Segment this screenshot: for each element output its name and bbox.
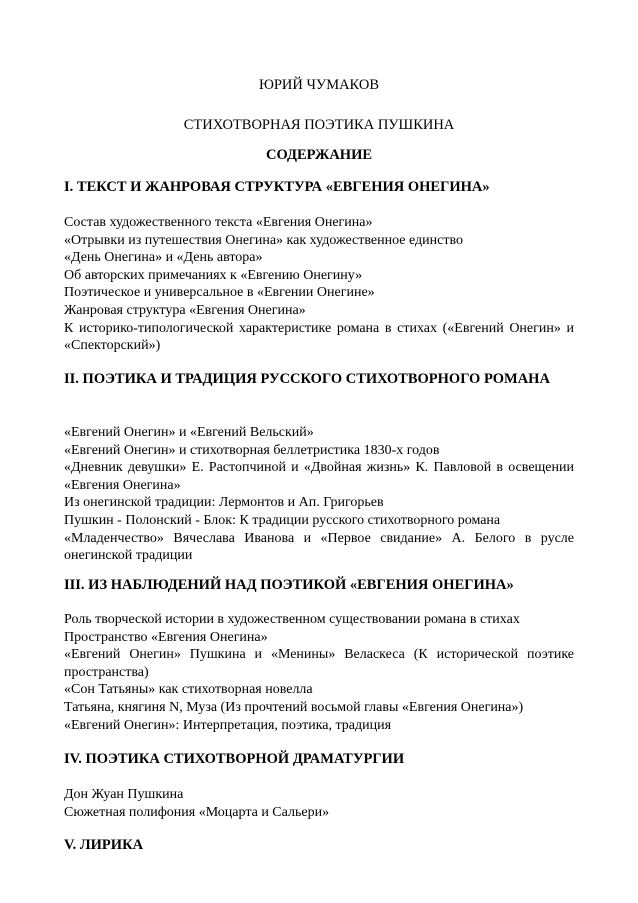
section-list-1 [64, 214, 574, 355]
toc-item: Пушкин - Полонский - Блок: К традиции русского стихотворного романа [64, 512, 501, 528]
toc-item: Сюжетная полифония «Моцарта и Сальери» [64, 804, 330, 820]
toc-item: Об авторских примечаниях к «Евгению Онегину» [64, 267, 363, 283]
section-list-2 [64, 424, 574, 565]
toc-item: Из онегинской традиции: Лермонтов и Ап. Григорьев [64, 495, 384, 511]
section-title-5: V. ЛИРИКА [64, 837, 144, 853]
toc-item: «Евгений Онегин» и «Евгений Вельский» [64, 425, 314, 440]
toc-item: «Евгений Онегин» Пушкина и «Менины» Веласкеса (К исторической поэтике пространства) [64, 647, 574, 680]
section-title-2: II. ПОЭТИКА И ТРАДИЦИЯ РУССКОГО СТИХОТВОРНОГО РОМАНА [64, 371, 550, 387]
book-title: СТИХОТВОРНАЯ ПОЭТИКА ПУШКИНА [183, 117, 455, 133]
toc-item: «День Онегина» и «День автора» [64, 250, 263, 266]
toc-item: К историко-типологической характеристике романа в стихах («Евгений Онегин» и «Спекторский») [64, 320, 574, 354]
section-list-3 [64, 611, 574, 734]
toc-item: Роль творческой истории в художественном существовании романа в стихах [64, 612, 520, 627]
section-list-4 [64, 786, 574, 821]
section-title-1: I. ТЕКСТ И ЖАНРОВАЯ СТРУКТУРА «ЕВГЕНИЯ ОНЕГИНА» [64, 179, 490, 195]
toc-item: Пространство «Евгения Онегина» [64, 629, 268, 645]
toc-item: «Младенчество» Вячеслава Иванова и «Первое свидание» А. Белого в русле онегинской традиции [64, 530, 574, 564]
toc-item: «Дневник девушки» Е. Растопчиной и «Двойная жизнь» К. Павловой в освещении «Евгения Онегина» [64, 460, 574, 493]
toc-item: Татьяна, княгиня N, Муза (Из прочтений восьмой главы «Евгения Онегина») [64, 699, 524, 715]
toc-item: «Евгений Онегин» и стихотворная беллетристика 1830-х годов [64, 442, 440, 458]
toc-item: Дон Жуан Пушкина [64, 787, 184, 802]
toc-item: Жанровая структура «Евгения Онегина» [64, 302, 306, 318]
author-name: ЮРИЙ ЧУМАКОВ [258, 77, 380, 93]
toc-item: «Сон Татьяны» как стихотворная новелла [64, 682, 313, 698]
toc-item: «Отрывки из путешествия Онегина» как художественное единство [64, 232, 463, 248]
toc-item: «Евгений Онегин»: Интерпретация, поэтика, традиция [64, 717, 392, 733]
section-title-3: III. ИЗ НАБЛЮДЕНИЙ НАД ПОЭТИКОЙ «ЕВГЕНИЯ ОНЕГИНА» [64, 577, 514, 593]
toc-item: Поэтическое и универсальное в «Евгении Онегине» [64, 285, 375, 301]
toc-heading: СОДЕРЖАНИЕ [265, 147, 373, 163]
toc-item: Состав художественного текста «Евгения Онегина» [64, 215, 373, 230]
section-title-4: IV. ПОЭТИКА СТИХОТВОРНОЙ ДРАМАТУРГИИ [64, 751, 405, 767]
